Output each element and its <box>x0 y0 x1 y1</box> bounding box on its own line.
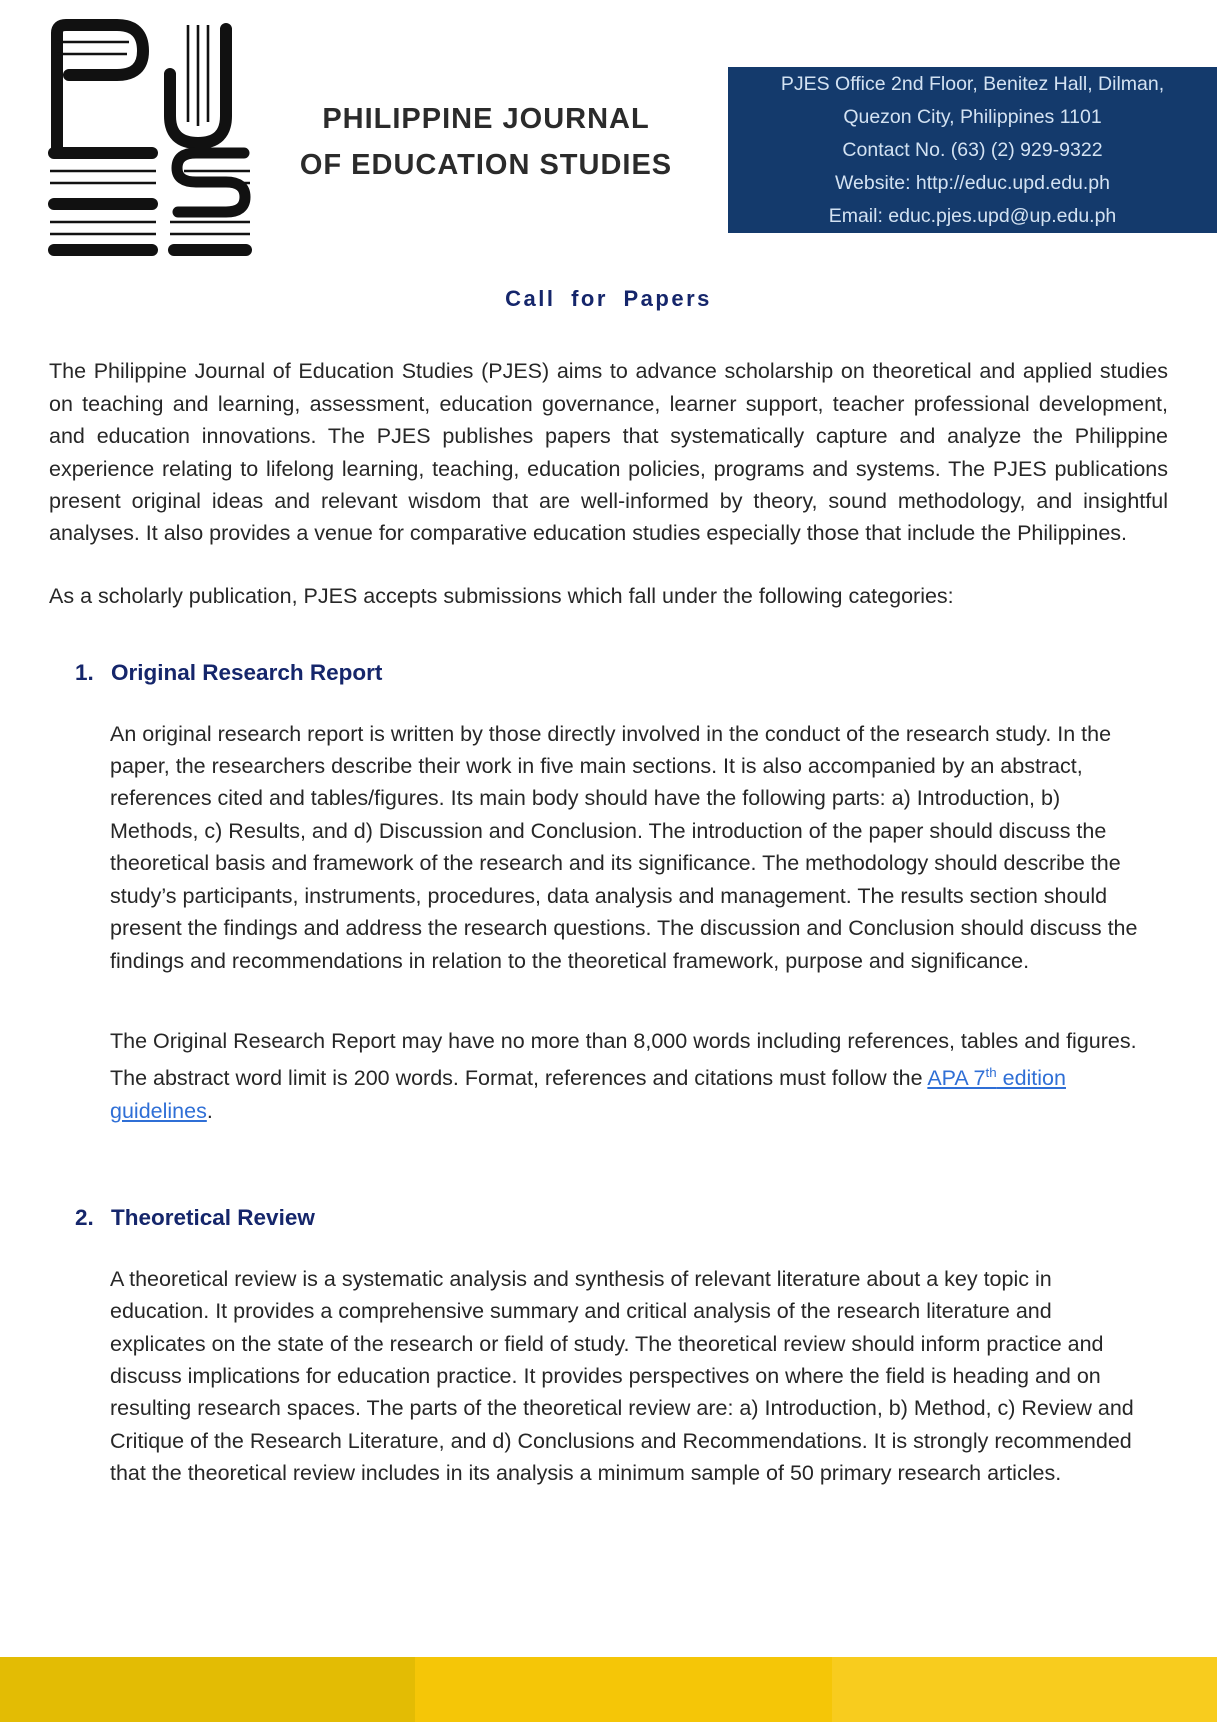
categories-lead: As a scholarly publication, PJES accepts submissions which fall under the following categories: <box>49 583 954 608</box>
section-2-number: 2. <box>75 1205 94 1231</box>
sentence-period: . <box>206 1098 213 1123</box>
apa-link-superscript: th <box>985 1065 997 1081</box>
section-1-paragraph-2 <box>110 1025 1150 1127</box>
pjes-book-logo-icon <box>38 12 258 258</box>
section-1-title: Original Research Report <box>111 660 383 686</box>
journal-title-line1: PHILIPPINE JOURNAL <box>322 103 650 135</box>
contact-info-box <box>728 67 1217 233</box>
intro-paragraph: The Philippine Journal of Education Studies (PJES) aims to advance scholarship on theoretical and applied studies on teaching and learning, assessment, education governance, learner support, teacher professional development, and education innovations. The PJES publishes papers that systematically capture and analyze the Philippine experience relating to lifelong learning, teaching, education policies, programs and systems. The PJES publications present original ideas and relevant wisdom that are well-informed by theory, sound methodology, and insightful analyses. It also provides a venue for comparative education studies especially those that include the Philippines. <box>49 359 1168 546</box>
footer-segment-left <box>0 1657 415 1722</box>
contact-line-email: Email: educ.pjes.upd@up.edu.ph <box>828 204 1117 227</box>
document-body <box>49 283 1168 1490</box>
footer-segment-right <box>832 1657 1217 1722</box>
apa-link-text-rest: edition guidelines <box>110 1066 1066 1123</box>
word-limit-text: The Original Research Report may have no more than 8,000 words including references, tables and figures. The abstract word limit is 200 words. Format, references and citations must follow the <box>110 1028 1137 1091</box>
section-2-title: Theoretical Review <box>111 1205 315 1231</box>
section-2-paragraph-1: A theoretical review is a systematic analysis and synthesis of relevant literature about a key topic in education. It provides a comprehensive summary and critical analysis of the research literature and explicates on the state of the research or field of study. The theoretical review should inform practice and discuss implications for education practice. It provides perspectives on where the field is heading and on resulting research spaces. The parts of the theoretical review are: a) Introduction, b) Method, c) Review and Critique of the Research Literature, and d) Conclusions and Recommendations. It is strongly recommended that the theoretical review includes in its analysis a minimum sample of 50 primary research articles. <box>110 1266 1134 1486</box>
call-for-papers-heading: Call for Papers <box>505 286 712 311</box>
section-1-body <box>110 718 1150 1128</box>
contact-line-website: Website: http://educ.upd.edu.ph <box>835 171 1110 194</box>
apa-link-text: APA 7 <box>927 1066 986 1091</box>
section-1-paragraph-1: An original research report is written by those directly involved in the conduct of the research study. In the paper, the researchers describe their work in five main sections. It is also accompanied by an abstract, references cited and tables/figures. Its main body should have the following parts: a) Introduction, b) Methods, c) Results, and d) Discussion and Conclusion. The introduction of the paper should discuss the theoretical basis and framework of the research and its significance. The methodology should describe the study’s participants, instruments, procedures, data analysis and management. The results section should present the findings and address the research questions. The discussion and Conclusion should discuss the findings and recommendations in relation to the theoretical framework, purpose and significance. <box>110 721 1138 973</box>
journal-title-line2: OF EDUCATION STUDIES <box>299 149 673 181</box>
contact-line-address1: PJES Office 2nd Floor, Benitez Hall, Dilman, <box>780 72 1165 95</box>
section-2-body <box>110 1263 1150 1490</box>
section-1-number: 1. <box>75 660 94 686</box>
footer-bar <box>0 1657 1217 1722</box>
section-2-heading <box>49 1202 1168 1234</box>
contact-line-address2: Quezon City, Philippines 1101 <box>843 105 1102 128</box>
section-1-heading <box>49 657 1168 689</box>
journal-title <box>258 96 714 188</box>
contact-line-phone: Contact No. (63) (2) 929-9322 <box>842 138 1103 161</box>
footer-segment-middle <box>415 1657 832 1722</box>
